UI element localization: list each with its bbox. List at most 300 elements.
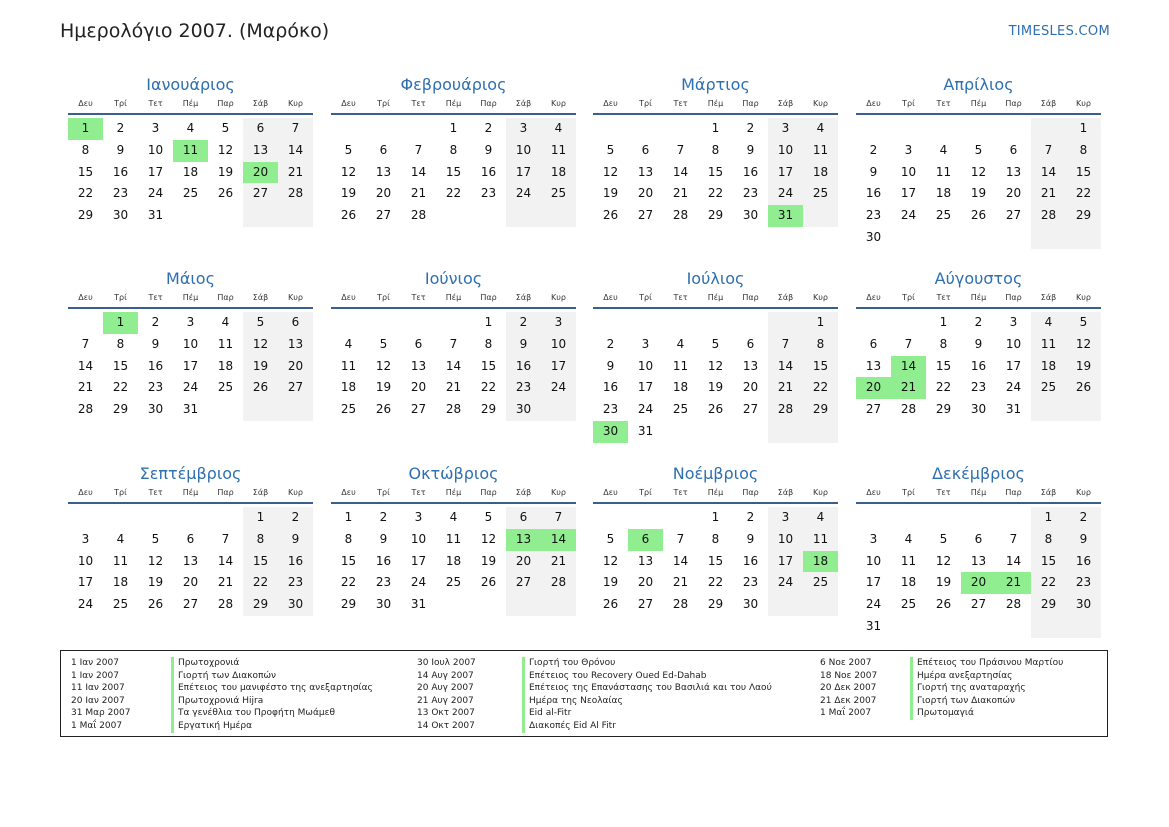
day-cell: 7 bbox=[278, 118, 313, 140]
day-cell: 10 bbox=[865, 553, 882, 568]
day-cell: 28 bbox=[541, 572, 576, 594]
day-cell: 4 bbox=[344, 336, 353, 351]
weekday-label: Πέμ bbox=[970, 293, 987, 302]
day-cell: 17 bbox=[77, 575, 94, 590]
holiday-entry bbox=[820, 695, 1063, 708]
empty-day-cell bbox=[733, 312, 768, 334]
empty-day-cell bbox=[173, 507, 208, 529]
day-cell: 12 bbox=[243, 334, 278, 356]
weekday-label: Παρ bbox=[480, 293, 497, 302]
day-cell: 29 bbox=[935, 402, 952, 417]
day-cell: 16 bbox=[506, 356, 541, 378]
holiday-name: Γιορτή των Διακοπών bbox=[171, 670, 276, 683]
day-cell: 23 bbox=[742, 186, 759, 201]
weekday-label: Δευ bbox=[341, 99, 356, 108]
day-cell: 26 bbox=[375, 402, 392, 417]
day-cell: 6 bbox=[186, 531, 195, 546]
day-cell: 31 bbox=[865, 618, 882, 633]
day-cell: 10 bbox=[147, 142, 164, 157]
day-cell: 18 bbox=[900, 575, 917, 590]
weekday-label: Δευ bbox=[866, 293, 881, 302]
day-cell: 16 bbox=[147, 358, 164, 373]
empty-day-cell bbox=[471, 594, 506, 616]
empty-day-cell bbox=[891, 616, 926, 638]
day-cell: 14 bbox=[77, 358, 94, 373]
day-cell: 22 bbox=[340, 575, 357, 590]
weekday-label: Δευ bbox=[866, 488, 881, 497]
day-cell: 31 bbox=[1005, 402, 1022, 417]
day-cell: 3 bbox=[869, 531, 878, 546]
holiday-date: 21 Αυγ 2007 bbox=[417, 695, 474, 706]
holiday-entry bbox=[417, 657, 772, 670]
day-cell: 3 bbox=[1009, 315, 1018, 329]
day-cell: 16 bbox=[602, 380, 619, 395]
day-cell: 4 bbox=[541, 118, 576, 140]
day-cell: 23 bbox=[278, 572, 313, 594]
weekday-label: Δευ bbox=[341, 488, 356, 497]
holiday-date: 1 Ιαν 2007 bbox=[71, 658, 119, 668]
day-cell: 9 bbox=[116, 142, 125, 157]
day-cell: 28 bbox=[217, 597, 234, 612]
empty-day-cell bbox=[541, 205, 576, 227]
weekday-label: Πέμ bbox=[182, 99, 199, 108]
day-cell: 9 bbox=[746, 531, 755, 546]
weekday-label: Τρί bbox=[902, 99, 915, 108]
days-grid bbox=[856, 312, 1101, 421]
day-cell: 17 bbox=[541, 356, 576, 378]
holiday-entry bbox=[71, 707, 373, 720]
day-cell: 28 bbox=[1005, 597, 1022, 612]
weekday-label: Τρί bbox=[639, 293, 652, 302]
weekday-label: Πέμ bbox=[445, 293, 462, 302]
day-cell: 5 bbox=[379, 336, 388, 351]
day-cell: 9 bbox=[746, 142, 755, 157]
weekday-label: Δευ bbox=[866, 99, 881, 108]
empty-day-cell bbox=[593, 118, 628, 140]
month-calendar bbox=[856, 74, 1101, 249]
empty-day-cell bbox=[541, 594, 576, 616]
empty-day-cell bbox=[1031, 616, 1066, 638]
weekday-header bbox=[68, 487, 313, 504]
weekday-label: Πέμ bbox=[182, 488, 199, 497]
day-cell: 30 bbox=[147, 402, 164, 417]
weekday-label: Δευ bbox=[603, 99, 618, 108]
day-cell: 26 bbox=[340, 208, 357, 223]
day-cell: 17 bbox=[768, 162, 803, 184]
day-cell: 8 bbox=[484, 336, 493, 351]
day-cell: 1 bbox=[711, 510, 720, 524]
empty-day-cell bbox=[768, 594, 803, 616]
holiday-day-cell: 21 bbox=[891, 377, 926, 399]
day-cell: 28 bbox=[1031, 205, 1066, 227]
weekday-label: Κυρ bbox=[288, 293, 303, 302]
day-cell: 23 bbox=[742, 575, 759, 590]
weekday-label: Παρ bbox=[480, 99, 497, 108]
holiday-entry bbox=[71, 682, 373, 695]
day-cell: 5 bbox=[1066, 312, 1101, 334]
empty-day-cell bbox=[173, 205, 208, 227]
day-cell: 12 bbox=[480, 531, 497, 546]
holiday-entry bbox=[820, 682, 1063, 695]
holiday-day-cell: 20 bbox=[856, 377, 891, 399]
day-cell: 3 bbox=[904, 142, 913, 157]
day-cell: 1 bbox=[711, 121, 720, 135]
holiday-column bbox=[71, 657, 373, 733]
page-title: Ημερολόγιο 2007. (Μαρόκο) bbox=[60, 20, 330, 42]
weekday-label: Πέμ bbox=[182, 293, 199, 302]
month-name: Φεβρουάριος bbox=[400, 75, 507, 94]
day-cell: 28 bbox=[77, 402, 94, 417]
empty-day-cell bbox=[471, 205, 506, 227]
day-cell: 19 bbox=[602, 575, 619, 590]
day-cell: 18 bbox=[935, 186, 952, 201]
day-cell: 3 bbox=[414, 510, 423, 524]
empty-day-cell bbox=[506, 594, 541, 616]
day-cell: 24 bbox=[768, 183, 803, 205]
day-cell: 2 bbox=[116, 121, 125, 135]
day-cell: 18 bbox=[672, 380, 689, 395]
day-cell: 8 bbox=[1031, 529, 1066, 551]
weekday-label: Τετ bbox=[673, 293, 688, 302]
empty-day-cell bbox=[628, 118, 663, 140]
empty-day-cell bbox=[856, 507, 891, 529]
day-cell: 23 bbox=[1066, 572, 1101, 594]
day-cell: 8 bbox=[711, 531, 720, 546]
holiday-date: 13 Οκτ 2007 bbox=[417, 708, 475, 719]
day-cell: 11 bbox=[541, 140, 576, 162]
day-cell: 5 bbox=[939, 531, 948, 546]
day-cell: 15 bbox=[707, 553, 724, 568]
day-cell: 18 bbox=[182, 164, 199, 179]
month-calendar bbox=[856, 463, 1101, 638]
empty-day-cell bbox=[1031, 399, 1066, 421]
day-cell: 19 bbox=[217, 164, 234, 179]
empty-day-cell bbox=[366, 118, 401, 140]
day-cell: 4 bbox=[449, 510, 458, 524]
day-cell: 21 bbox=[445, 380, 462, 395]
day-cell: 30 bbox=[742, 208, 759, 223]
days-grid bbox=[68, 507, 313, 616]
day-cell: 27 bbox=[970, 597, 987, 612]
month-name: Δεκέμβριος bbox=[932, 464, 1025, 483]
day-cell: 29 bbox=[340, 597, 357, 612]
day-cell: 17 bbox=[182, 358, 199, 373]
empty-day-cell bbox=[891, 507, 926, 529]
day-cell: 27 bbox=[506, 572, 541, 594]
month-name: Απρίλιος bbox=[943, 75, 1014, 94]
day-cell: 2 bbox=[379, 510, 388, 524]
day-cell: 29 bbox=[803, 399, 838, 421]
empty-day-cell bbox=[768, 312, 803, 334]
day-cell: 13 bbox=[1005, 164, 1022, 179]
day-cell: 25 bbox=[672, 402, 689, 417]
day-cell: 4 bbox=[803, 118, 838, 140]
weekday-label: Σάβ bbox=[252, 488, 269, 497]
day-cell: 29 bbox=[112, 402, 129, 417]
day-cell: 19 bbox=[480, 553, 497, 568]
day-cell: 19 bbox=[375, 380, 392, 395]
empty-day-cell bbox=[803, 205, 838, 227]
weekday-label: Τρί bbox=[377, 293, 390, 302]
day-cell: 20 bbox=[637, 575, 654, 590]
empty-day-cell bbox=[768, 421, 803, 443]
day-cell: 19 bbox=[340, 186, 357, 201]
day-cell: 9 bbox=[869, 164, 878, 179]
day-cell: 19 bbox=[935, 575, 952, 590]
day-cell: 16 bbox=[112, 164, 129, 179]
day-cell: 1 bbox=[803, 312, 838, 334]
weekday-label: Σάβ bbox=[252, 99, 269, 108]
day-cell: 21 bbox=[672, 575, 689, 590]
site-link[interactable]: TIMESLES.COM bbox=[1008, 24, 1110, 39]
empty-day-cell bbox=[856, 312, 891, 334]
day-cell: 30 bbox=[865, 229, 882, 244]
holiday-day-cell: 31 bbox=[768, 205, 803, 227]
day-cell: 3 bbox=[81, 531, 90, 546]
day-cell: 10 bbox=[506, 140, 541, 162]
day-cell: 31 bbox=[182, 402, 199, 417]
empty-day-cell bbox=[208, 399, 243, 421]
weekday-header bbox=[856, 487, 1101, 504]
day-cell: 29 bbox=[1066, 205, 1101, 227]
day-cell: 27 bbox=[410, 402, 427, 417]
weekday-label: Δευ bbox=[78, 99, 93, 108]
day-cell: 25 bbox=[803, 183, 838, 205]
day-cell: 19 bbox=[147, 575, 164, 590]
day-cell: 6 bbox=[278, 312, 313, 334]
weekday-label: Παρ bbox=[1005, 293, 1022, 302]
day-cell: 1 bbox=[344, 510, 353, 524]
day-cell: 20 bbox=[278, 356, 313, 378]
weekday-header bbox=[68, 98, 313, 115]
day-cell: 30 bbox=[112, 208, 129, 223]
weekday-label: Τετ bbox=[673, 488, 688, 497]
empty-day-cell bbox=[663, 507, 698, 529]
day-cell: 22 bbox=[77, 186, 94, 201]
days-grid bbox=[593, 312, 838, 443]
holiday-date: 31 Μαρ 2007 bbox=[71, 708, 131, 719]
day-cell: 7 bbox=[1031, 140, 1066, 162]
weekday-label: Σάβ bbox=[1040, 293, 1057, 302]
day-cell: 13 bbox=[182, 553, 199, 568]
empty-day-cell bbox=[891, 118, 926, 140]
empty-day-cell bbox=[68, 507, 103, 529]
day-cell: 1 bbox=[449, 121, 458, 135]
empty-day-cell bbox=[1066, 616, 1101, 638]
weekday-label: Πέμ bbox=[445, 99, 462, 108]
day-cell: 16 bbox=[1066, 551, 1101, 573]
day-cell: 6 bbox=[379, 142, 388, 157]
month-calendar bbox=[593, 463, 838, 616]
empty-day-cell bbox=[856, 118, 891, 140]
day-cell: 12 bbox=[1066, 334, 1101, 356]
day-cell: 12 bbox=[970, 164, 987, 179]
empty-day-cell bbox=[593, 312, 628, 334]
day-cell: 2 bbox=[869, 142, 878, 157]
day-cell: 14 bbox=[278, 140, 313, 162]
holiday-date: 6 Νοε 2007 bbox=[820, 658, 872, 668]
day-cell: 25 bbox=[445, 575, 462, 590]
day-cell: 8 bbox=[1066, 140, 1101, 162]
weekday-label: Παρ bbox=[1005, 488, 1022, 497]
day-cell: 15 bbox=[243, 551, 278, 573]
day-cell: 7 bbox=[81, 336, 90, 351]
holiday-date: 14 Αυγ 2007 bbox=[417, 670, 474, 681]
weekday-label: Τρί bbox=[902, 293, 915, 302]
holiday-column bbox=[417, 657, 772, 733]
day-cell: 31 bbox=[637, 423, 654, 438]
weekday-label: Κυρ bbox=[551, 99, 566, 108]
day-cell: 21 bbox=[541, 551, 576, 573]
holiday-column bbox=[820, 657, 1063, 720]
day-cell: 27 bbox=[742, 402, 759, 417]
holiday-entry bbox=[417, 695, 772, 708]
holiday-name: Γιορτή του Θρόνου bbox=[522, 657, 615, 670]
holiday-date: 20 Ιαν 2007 bbox=[71, 695, 125, 706]
day-cell: 25 bbox=[217, 380, 234, 395]
day-cell: 11 bbox=[217, 336, 234, 351]
weekday-header bbox=[68, 292, 313, 309]
weekday-label: Κυρ bbox=[551, 293, 566, 302]
day-cell: 9 bbox=[278, 529, 313, 551]
day-cell: 12 bbox=[602, 553, 619, 568]
day-cell: 6 bbox=[869, 336, 878, 351]
empty-day-cell bbox=[1066, 227, 1101, 249]
day-cell: 3 bbox=[768, 118, 803, 140]
day-cell: 15 bbox=[1031, 551, 1066, 573]
empty-day-cell bbox=[401, 312, 436, 334]
empty-day-cell bbox=[68, 312, 103, 334]
holiday-name: Διακοπές Eid Al Fitr bbox=[522, 720, 616, 733]
day-cell: 10 bbox=[77, 553, 94, 568]
holiday-name: Επέτειος της Επανάστασης του Βασιλιά και του Λαού bbox=[522, 682, 772, 695]
days-grid bbox=[593, 118, 838, 227]
weekday-label: Τετ bbox=[673, 99, 688, 108]
empty-day-cell bbox=[926, 616, 961, 638]
weekday-label: Κυρ bbox=[1076, 488, 1091, 497]
day-cell: 5 bbox=[606, 142, 615, 157]
day-cell: 28 bbox=[900, 402, 917, 417]
day-cell: 23 bbox=[112, 186, 129, 201]
day-cell: 2 bbox=[506, 312, 541, 334]
month-calendar bbox=[856, 268, 1101, 421]
empty-day-cell bbox=[243, 205, 278, 227]
weekday-label: Παρ bbox=[217, 99, 234, 108]
day-cell: 20 bbox=[410, 380, 427, 395]
day-cell: 27 bbox=[1005, 208, 1022, 223]
day-cell: 7 bbox=[676, 142, 685, 157]
empty-day-cell bbox=[366, 312, 401, 334]
day-cell: 6 bbox=[506, 507, 541, 529]
day-cell: 10 bbox=[900, 164, 917, 179]
day-cell: 15 bbox=[1066, 162, 1101, 184]
day-cell: 11 bbox=[445, 531, 462, 546]
day-cell: 16 bbox=[742, 164, 759, 179]
weekday-label: Τρί bbox=[114, 99, 127, 108]
day-cell: 25 bbox=[541, 183, 576, 205]
weekday-label: Τετ bbox=[936, 488, 951, 497]
holiday-day-cell: 14 bbox=[891, 356, 926, 378]
day-cell: 26 bbox=[970, 208, 987, 223]
day-cell: 22 bbox=[803, 377, 838, 399]
day-cell: 18 bbox=[1031, 356, 1066, 378]
weekday-label: Πέμ bbox=[707, 293, 724, 302]
weekday-label: Σάβ bbox=[777, 99, 794, 108]
month-name: Νοέμβριος bbox=[672, 464, 759, 483]
weekday-label: Δευ bbox=[603, 488, 618, 497]
weekday-header bbox=[331, 487, 576, 504]
day-cell: 24 bbox=[637, 402, 654, 417]
day-cell: 10 bbox=[541, 334, 576, 356]
empty-day-cell bbox=[961, 227, 996, 249]
day-cell: 13 bbox=[865, 358, 882, 373]
day-cell: 25 bbox=[182, 186, 199, 201]
day-cell: 8 bbox=[939, 336, 948, 351]
empty-day-cell bbox=[926, 227, 961, 249]
day-cell: 12 bbox=[147, 553, 164, 568]
month-name: Ιούλιος bbox=[686, 269, 745, 288]
day-cell: 2 bbox=[746, 121, 755, 135]
weekday-label: Παρ bbox=[742, 99, 759, 108]
month-calendar bbox=[593, 268, 838, 443]
holiday-entry bbox=[71, 670, 373, 683]
day-cell: 20 bbox=[742, 380, 759, 395]
day-cell: 30 bbox=[278, 594, 313, 616]
day-cell: 24 bbox=[182, 380, 199, 395]
weekday-label: Παρ bbox=[480, 488, 497, 497]
day-cell: 23 bbox=[147, 380, 164, 395]
holiday-name: Τα γενέθλια του Προφήτη Μωάμεθ bbox=[171, 707, 335, 720]
day-cell: 13 bbox=[742, 358, 759, 373]
weekday-label: Παρ bbox=[742, 488, 759, 497]
month-calendar bbox=[331, 74, 576, 227]
holiday-entry bbox=[71, 695, 373, 708]
empty-day-cell bbox=[663, 421, 698, 443]
empty-day-cell bbox=[698, 421, 733, 443]
weekday-label: Σάβ bbox=[515, 488, 532, 497]
day-cell: 1 bbox=[484, 315, 493, 329]
day-cell: 21 bbox=[1031, 183, 1066, 205]
weekday-label: Σάβ bbox=[515, 99, 532, 108]
holiday-name: Γιορτή της αναταραχής bbox=[910, 682, 1026, 695]
day-cell: 24 bbox=[541, 377, 576, 399]
weekday-label: Κυρ bbox=[813, 293, 828, 302]
holiday-name: Eid al-Fitr bbox=[522, 707, 571, 720]
empty-day-cell bbox=[436, 594, 471, 616]
day-cell: 8 bbox=[116, 336, 125, 351]
day-cell: 5 bbox=[606, 531, 615, 546]
day-cell: 11 bbox=[935, 164, 952, 179]
month-name: Ιανουάριος bbox=[146, 75, 235, 94]
holiday-entry bbox=[417, 670, 772, 683]
day-cell: 19 bbox=[602, 186, 619, 201]
holiday-day-cell: 6 bbox=[628, 529, 663, 551]
holiday-day-cell: 1 bbox=[68, 118, 103, 140]
day-cell: 10 bbox=[182, 336, 199, 351]
day-cell: 17 bbox=[506, 162, 541, 184]
day-cell: 5 bbox=[151, 531, 160, 546]
day-cell: 21 bbox=[672, 186, 689, 201]
weekday-label: Παρ bbox=[1005, 99, 1022, 108]
days-grid bbox=[68, 118, 313, 227]
day-cell: 30 bbox=[1066, 594, 1101, 616]
day-cell: 17 bbox=[900, 186, 917, 201]
day-cell: 22 bbox=[480, 380, 497, 395]
holiday-date: 1 Μαΐ 2007 bbox=[71, 720, 123, 731]
day-cell: 20 bbox=[506, 551, 541, 573]
weekday-label: Κυρ bbox=[1076, 293, 1091, 302]
empty-day-cell bbox=[541, 399, 576, 421]
